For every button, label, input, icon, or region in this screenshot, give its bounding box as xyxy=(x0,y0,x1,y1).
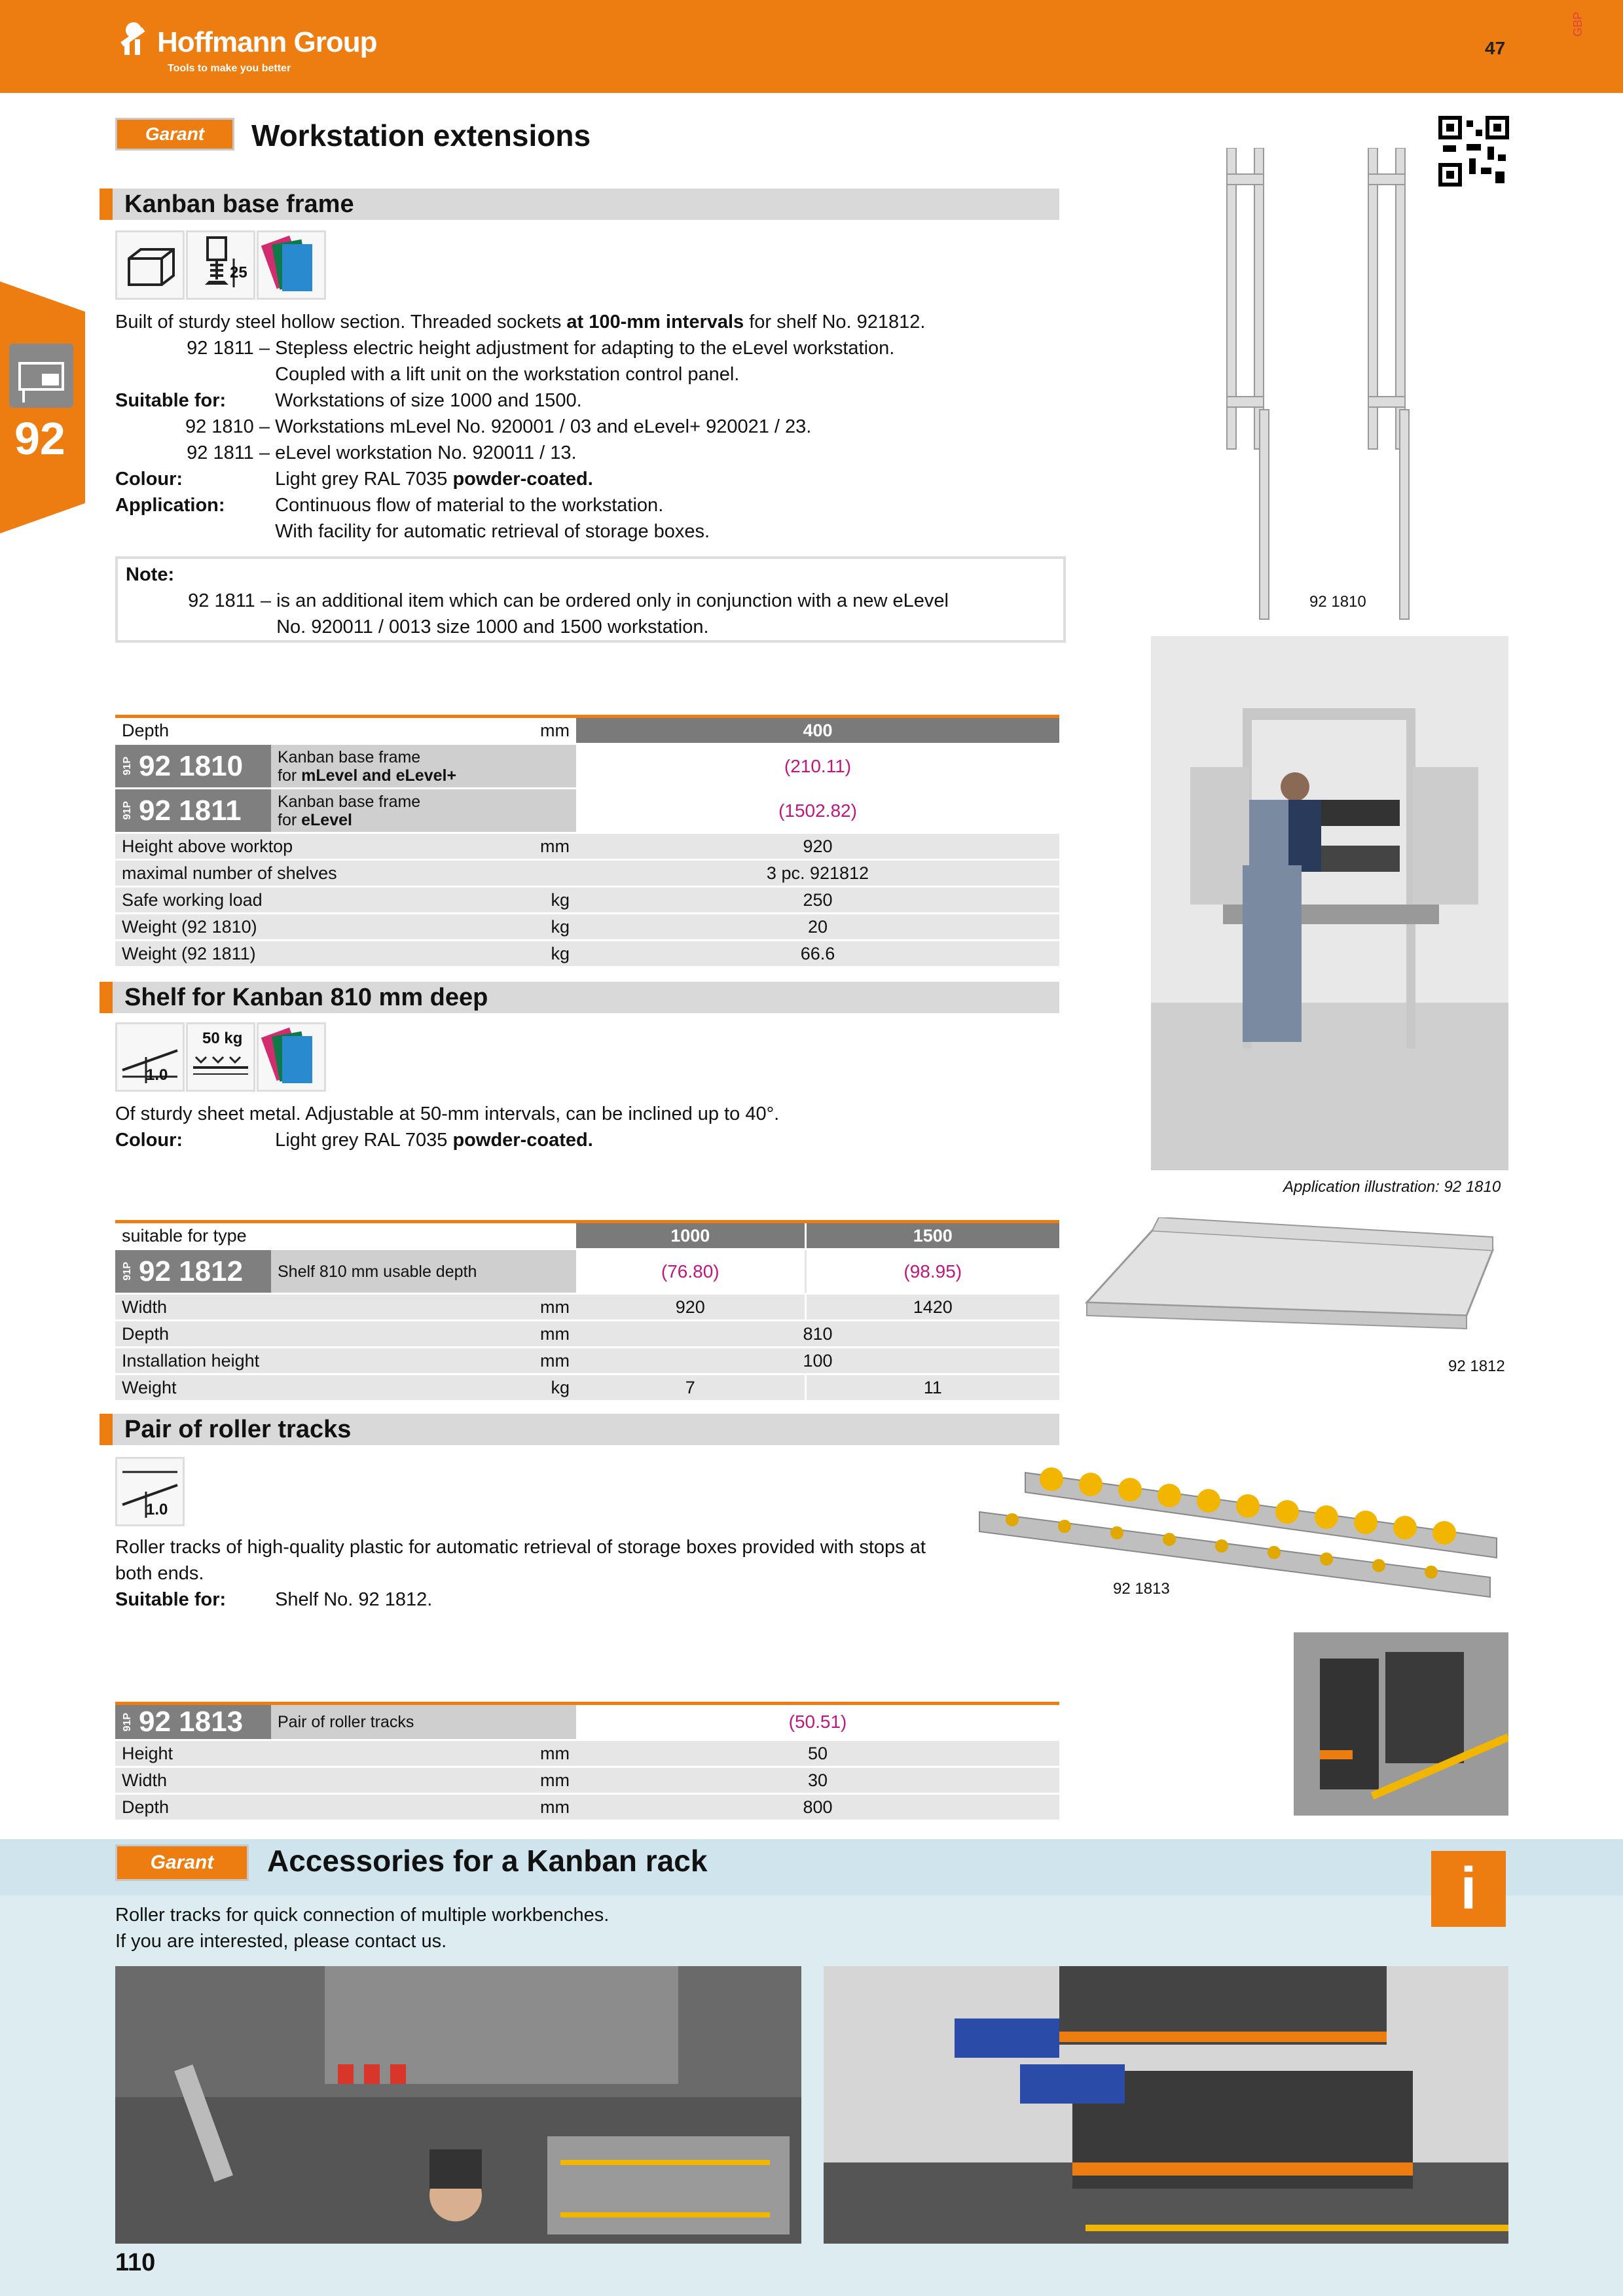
table-row: Width mm 920 1420 xyxy=(115,1294,1059,1321)
article-price-1500: (98.95) xyxy=(805,1249,1059,1294)
kanban-frame-image xyxy=(1218,148,1434,626)
page-number: 110 xyxy=(115,2249,156,2276)
article-description: Shelf 810 mm usable depth xyxy=(271,1249,576,1294)
table-row: Depth mm 800 xyxy=(115,1794,1059,1821)
incline-icon xyxy=(115,1457,185,1526)
section-title: Kanban base frame xyxy=(124,190,354,218)
workstation-icon xyxy=(9,344,73,408)
incline-value: 1.0 xyxy=(146,1066,168,1084)
hoffmann-logo-icon xyxy=(115,20,157,56)
info-icon[interactable]: i xyxy=(1431,1851,1506,1927)
roller-table xyxy=(115,1702,1059,1821)
table-row: Installation height mm 100 xyxy=(115,1348,1059,1374)
shelf-description: Of sturdy sheet metal. Adjustable at 50-mm intervals, can be inclined up to 40°. Colour: Light grey RAL 7035 powder-coated. xyxy=(115,1103,780,1151)
article-price-1000: (76.80) xyxy=(576,1249,805,1294)
table-row: Weight kg 7 11 xyxy=(115,1374,1059,1401)
type-1000: 1000 xyxy=(576,1222,805,1249)
incline-value: 1.0 xyxy=(146,1501,168,1518)
qr-code-icon[interactable] xyxy=(1438,115,1510,187)
depth-unit: mm xyxy=(513,717,576,744)
chapter-number: 92 xyxy=(14,413,65,464)
accessory-photo-right xyxy=(824,1966,1508,2244)
note-box: Note: 92 1811 – is an additional item which can be ordered only in conjunction with a new eLevel No. 920011 / 0013 size 1000 and 1500 workstation. xyxy=(115,556,1066,643)
kanban-frame-table xyxy=(115,715,1059,968)
application-photo xyxy=(1151,636,1508,1170)
article-price: (1502.82) xyxy=(576,789,1059,833)
accessory-photo-left xyxy=(115,1966,801,2244)
depth-value: 400 xyxy=(576,717,1059,744)
article-number: 91P 92 1812 xyxy=(115,1249,271,1294)
page-title: Workstation extensions xyxy=(251,118,591,152)
load-value: 50 kg xyxy=(202,1030,243,1047)
table-row: Safe working load kg 250 xyxy=(115,887,1059,914)
roller-description: Roller tracks of high-quality plastic for automatic retrieval of storage boxes provided with stops at both ends. Suitable for: Shelf No. 92 1812. xyxy=(115,1537,926,1610)
note-label: Note: xyxy=(126,564,175,585)
incline-icon xyxy=(115,1022,185,1092)
shelf-image xyxy=(1074,1217,1506,1361)
garant-badge: Garant xyxy=(115,1844,249,1881)
table-row: Depth mm 810 xyxy=(115,1321,1059,1348)
frame-image-caption: 92 1810 xyxy=(1309,593,1366,611)
section-title: Shelf for Kanban 810 mm deep xyxy=(124,983,488,1011)
roller-image-caption: 92 1813 xyxy=(1113,1580,1170,1598)
brand-name: Hoffmann Group xyxy=(157,26,377,58)
colour-swatch-icon xyxy=(257,230,326,300)
region-label: GBP xyxy=(1571,11,1584,37)
roller-tracks-image xyxy=(973,1460,1510,1610)
section-roller-tracks xyxy=(100,1414,1059,1445)
section-kanban-base-frame xyxy=(100,188,1059,220)
article-description: Pair of roller tracks xyxy=(271,1704,576,1740)
height-value: 25 xyxy=(230,264,247,281)
colour-swatch-icon xyxy=(257,1022,326,1092)
article-number: 91P 92 1810 xyxy=(115,744,271,789)
depth-label: Depth xyxy=(115,717,513,744)
table-row: Weight (92 1811) kg 66.6 xyxy=(115,941,1059,967)
application-caption: Application illustration: 92 1810 xyxy=(1283,1178,1501,1196)
table-row: Weight (92 1810) kg 20 xyxy=(115,914,1059,941)
article-description: Kanban base frame for eLevel xyxy=(271,789,576,833)
accessories-text: Roller tracks for quick connection of multiple workbenches. If you are interested, please contact us. xyxy=(115,1905,610,1952)
section-title: Pair of roller tracks xyxy=(124,1415,352,1443)
table-row: maximal number of shelves 3 pc. 921812 xyxy=(115,860,1059,887)
garant-badge: Garant xyxy=(115,118,234,151)
height-adjust-icon xyxy=(186,230,255,300)
hollow-section-icon xyxy=(115,230,185,300)
section-shelf xyxy=(100,982,1059,1013)
kanban-description: Built of sturdy steel hollow section. Threaded sockets at 100-mm intervals for shelf No. 921812. 92 1811 – Stepless electric height adjustment for adapting to the eLevel workstation. Coupled with a lift unit on the workstation control panel. Suitable for: Workstations of size 1000 and 1500. 92 1810 – Workstations mLevel No. 920001 / 03 and eLevel+ 920021 / 23. 92 1811 – eLevel workstation No. 920011 / 13. Colour: Light grey RAL 7035 powder-coated. Application: Continuous flow of material to the workstation. With facility for automatic retrieval of storage boxes. xyxy=(115,312,926,542)
table-row: Height mm 50 xyxy=(115,1740,1059,1767)
shelf-image-caption: 92 1812 xyxy=(1448,1357,1505,1375)
table-row: Height above worktop mm 920 xyxy=(115,833,1059,860)
load-capacity-icon xyxy=(186,1022,255,1092)
accessories-title: Accessories for a Kanban rack xyxy=(267,1844,708,1878)
article-number: 91P 92 1813 xyxy=(115,1704,271,1740)
article-description: Kanban base frame for mLevel and eLevel+ xyxy=(271,744,576,789)
article-price: (210.11) xyxy=(576,744,1059,789)
brand-tagline: Tools to make you better xyxy=(168,63,291,74)
roller-application-photo xyxy=(1294,1632,1508,1816)
type-1500: 1500 xyxy=(805,1222,1059,1249)
article-price: (50.51) xyxy=(576,1704,1059,1740)
shelf-table xyxy=(115,1220,1059,1402)
catalog-page-number: 47 xyxy=(1485,38,1506,58)
type-label: suitable for type xyxy=(115,1222,576,1249)
article-number: 91P 92 1811 xyxy=(115,789,271,833)
table-row: Width mm 30 xyxy=(115,1767,1059,1794)
